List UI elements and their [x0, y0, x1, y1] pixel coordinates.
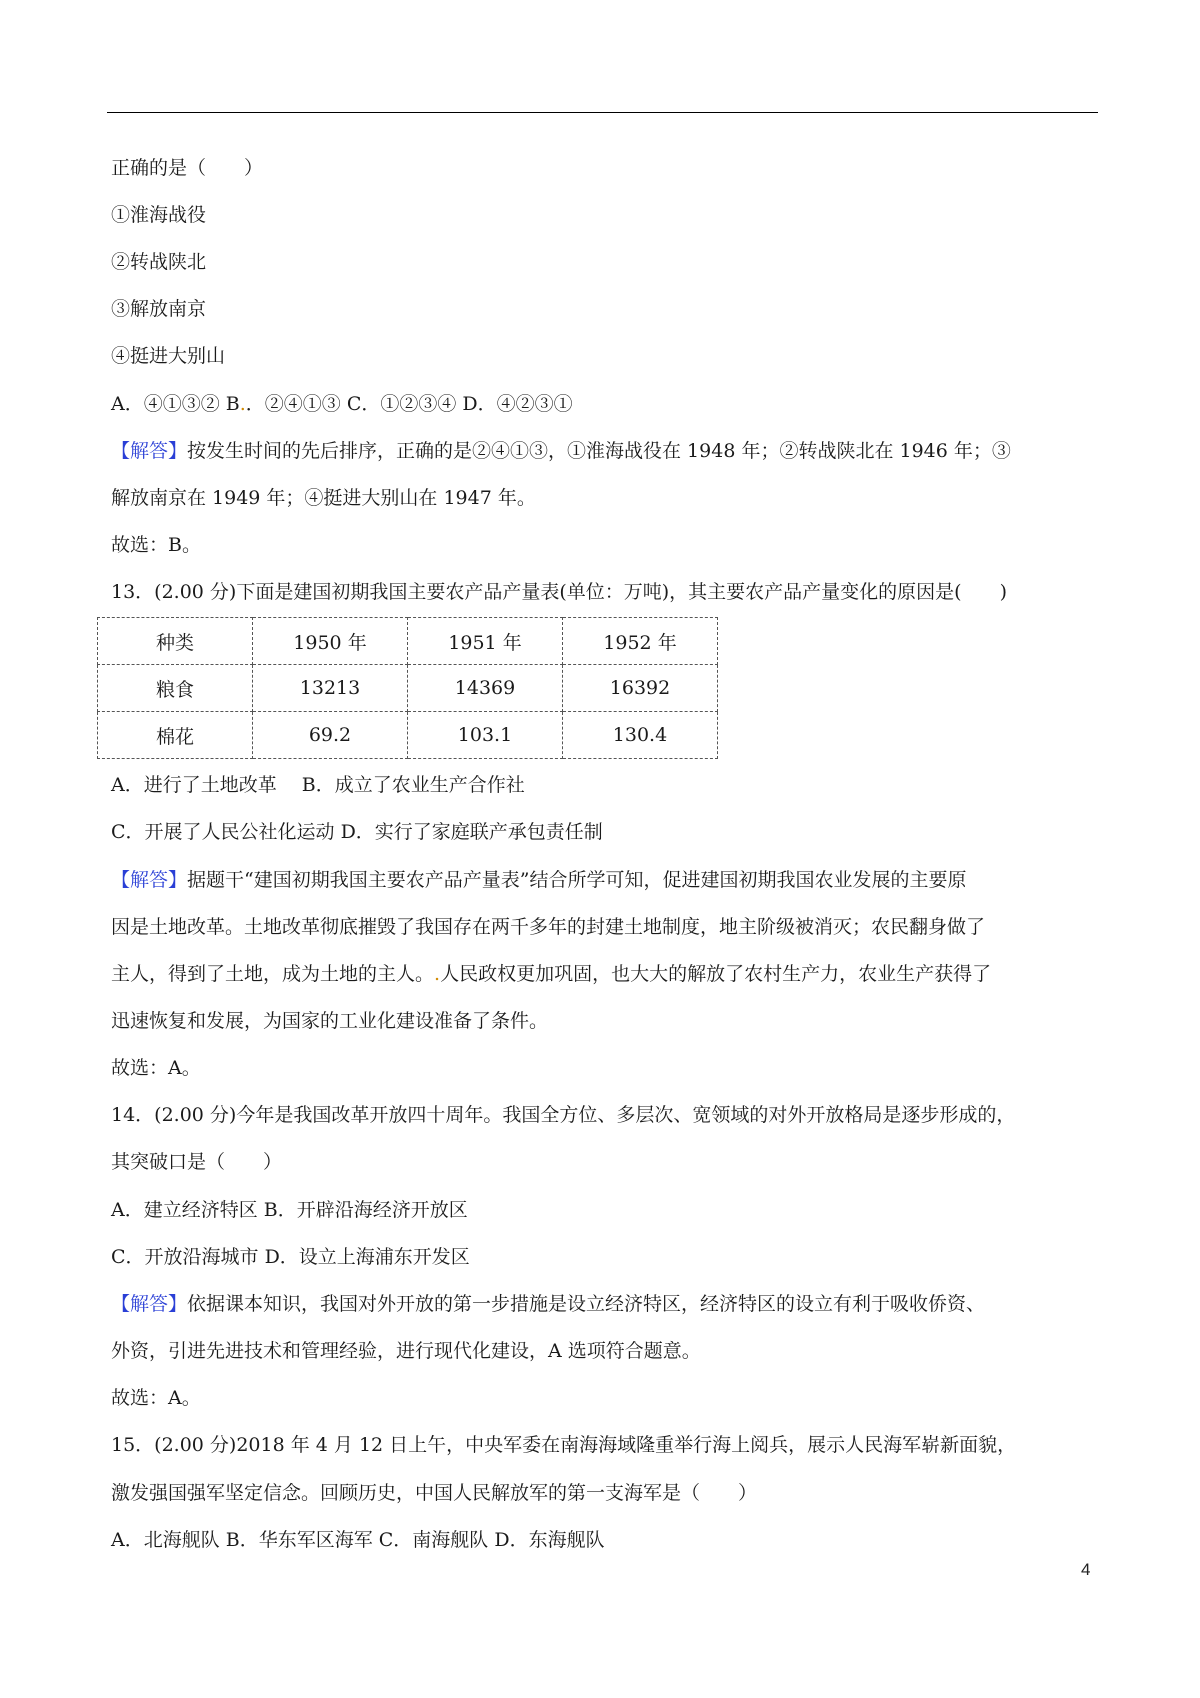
table-header-row [98, 618, 718, 665]
q13-stem: 13．(2.00 分)下面是建国初期我国主要农产品产量表(单位：万吨)，其主要农产品产量变化的原因是( ) [111, 581, 1007, 603]
q13-answer-line-3 [111, 961, 991, 987]
answer-tag: 【解答】 [111, 1293, 188, 1315]
table-cell: 69.2 [253, 712, 408, 759]
q13-choice: 故选：A。 [111, 1057, 201, 1079]
q12-answer-text-1: 按发生时间的先后排序，正确的是②④①③，①淮海战役在 1948 年；②转战陕北在 1946 年；③ [187, 440, 1011, 462]
q12-stem-end: 正确的是（ ） [111, 157, 264, 179]
table-cell: 130.4 [563, 712, 718, 759]
q12-choice: 故选：B。 [111, 534, 201, 556]
q15-stem-line-2: 激发强国强军坚定信念。回顾历史，中国人民解放军的第一支海军是（ ） [111, 1482, 758, 1504]
table-cell: 14369 [408, 665, 563, 712]
q14-stem-line-1: 14．(2.00 分)今年是我国改革开放四十周年。我国全方位、多层次、宽领域的对外开放格局是逐步形成的， [111, 1104, 1016, 1126]
q14-stem-line-2: 其突破口是（ ） [111, 1151, 283, 1173]
answer-tag: 【解答】 [111, 440, 188, 462]
q14-answer-text-1: 依据课本知识，我国对外开放的第一步措施是设立经济特区，经济特区的设立有利于吸收侨资、 [187, 1293, 986, 1315]
q12-options-b: ．②④①③ C．①②③④ D．④②③① [245, 393, 573, 415]
q12-item-1: ①淮海战役 [111, 204, 207, 226]
q13-answer-line-2: 因是土地改革。土地改革彻底摧毁了我国存在两千多年的封建土地制度，地主阶级被消灭；农民翻身做了 [111, 916, 986, 938]
production-table [97, 617, 718, 759]
table-cell: 16392 [563, 665, 718, 712]
header-rule [107, 112, 1098, 113]
q12-item-4: ④挺进大别山 [111, 345, 226, 367]
table-header-cell: 种类 [98, 618, 253, 665]
table-row [98, 665, 718, 712]
q13-options-line-2: C．开展了人民公社化运动 D．实行了家庭联产承包责任制 [111, 821, 603, 843]
table-cell: 棉花 [98, 712, 253, 759]
q15-stem-line-1: 15．(2.00 分)2018 年 4 月 12 日上午，中央军委在南海海域隆重举行海上阅兵，展示人民海军崭新面貌， [111, 1434, 1017, 1456]
q13-answer-text-1: 据题干“建国初期我国主要农产品产量表”结合所学可知，促进建国初期我国农业发展的主要原 [187, 869, 967, 891]
q13-answer-line-1 [111, 867, 966, 893]
q14-options-line-2: C．开放沿海城市 D．设立上海浦东开发区 [111, 1246, 470, 1268]
q13-answer-dot: . [434, 963, 441, 985]
answer-tag: 【解答】 [111, 869, 188, 891]
q14-choice: 故选：A。 [111, 1387, 201, 1409]
q12-options [111, 391, 573, 417]
table-row [98, 712, 718, 759]
q12-options-a: A．④①③② B [111, 393, 240, 415]
q15-options-line-1: A．北海舰队 B．华东军区海军 C．南海舰队 D．东海舰队 [111, 1529, 605, 1551]
q14-answer-line-1 [111, 1291, 985, 1317]
page-number: 4 [1081, 1560, 1091, 1579]
table-cell: 103.1 [408, 712, 563, 759]
table-header-cell: 1952 年 [563, 618, 718, 665]
q13-options-line-1: A．进行了土地改革 B．成立了农业生产合作社 [111, 774, 525, 796]
q13-answer-text-3b: 人民政权更加巩固，也大大的解放了农村生产力，农业生产获得了 [440, 963, 992, 985]
q12-item-3: ③解放南京 [111, 298, 207, 320]
q14-answer-line-2: 外资，引进先进技术和管理经验，进行现代化建设，A 选项符合题意。 [111, 1340, 701, 1362]
q12-options-dot: . [239, 393, 246, 415]
q12-answer-line-1 [111, 438, 1011, 464]
table-cell: 粮食 [98, 665, 253, 712]
q13-answer-text-3a: 主人，得到了土地，成为土地的主人。 [111, 963, 435, 985]
table-header-cell: 1951 年 [408, 618, 563, 665]
q13-answer-line-4: 迅速恢复和发展，为国家的工业化建设准备了条件。 [111, 1010, 549, 1032]
q14-options-line-1: A．建立经济特区 B．开辟沿海经济开放区 [111, 1199, 468, 1221]
table-cell: 13213 [253, 665, 408, 712]
table-header-cell: 1950 年 [253, 618, 408, 665]
q12-item-2: ②转战陕北 [111, 251, 207, 273]
q12-answer-line-2: 解放南京在 1949 年；④挺进大别山在 1947 年。 [111, 487, 536, 509]
